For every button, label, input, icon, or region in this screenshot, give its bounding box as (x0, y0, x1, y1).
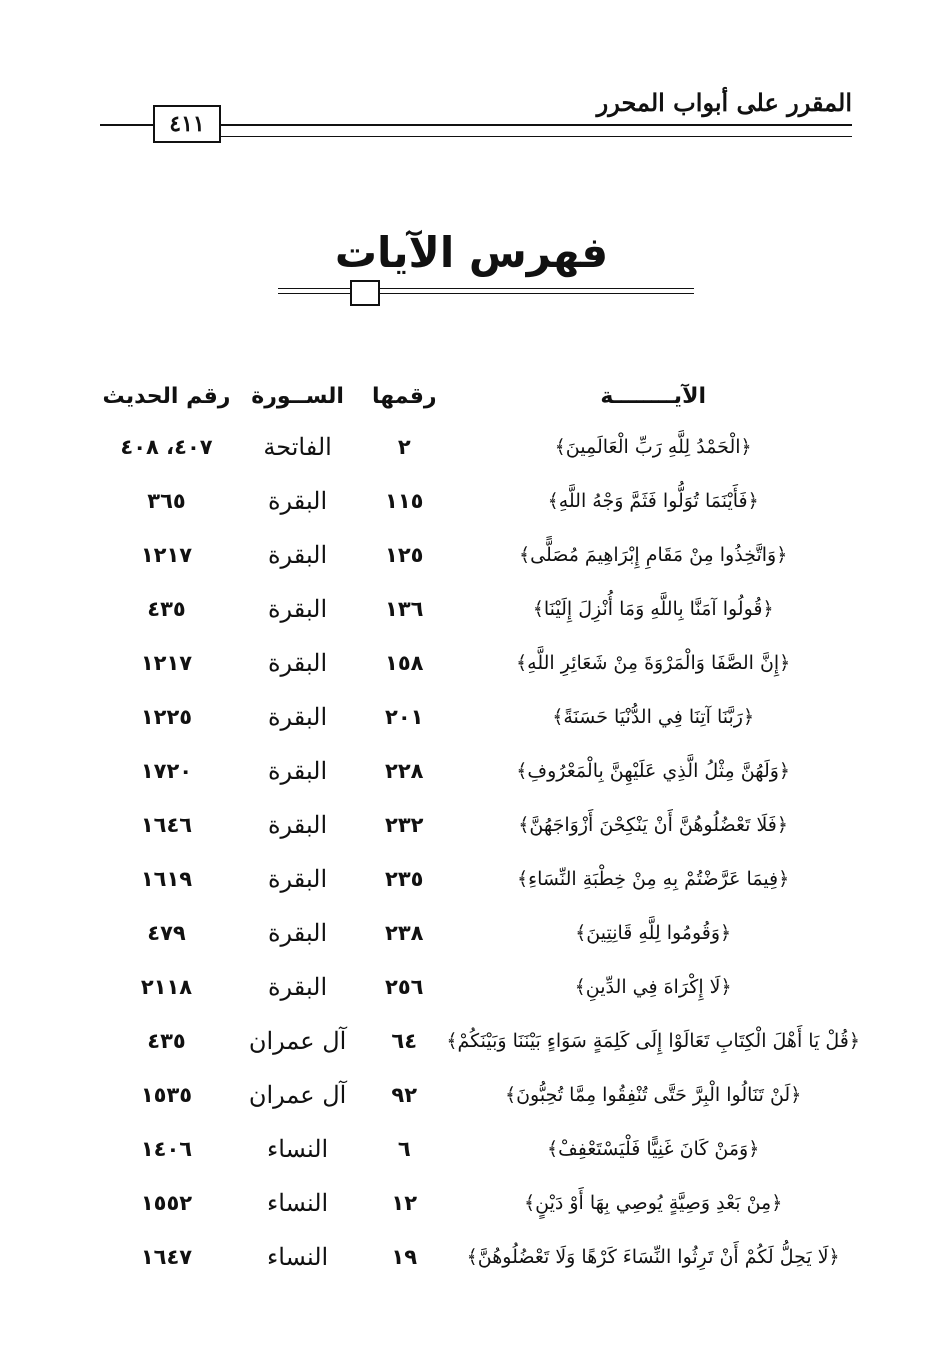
column-header-ayah: الآيــــــــة (600, 383, 706, 409)
table-row (100, 1014, 860, 1068)
surah-cell: البقرة (267, 649, 328, 677)
hadith-number-cell: ٤٣٥ (147, 1029, 186, 1053)
table-row (100, 1230, 860, 1284)
table-row (100, 420, 860, 474)
table-row (100, 636, 860, 690)
verse-number-cell: ٦ (397, 1137, 411, 1161)
table-row (100, 744, 860, 798)
verse-number-cell: ١٣٦ (385, 597, 424, 621)
hadith-number-cell: ١٧٢٠ (140, 759, 193, 783)
verse-number-cell: ١١٥ (385, 489, 424, 513)
surah-cell: البقرة (267, 757, 328, 785)
page-number: ٤١١ (153, 105, 221, 143)
verse-number-cell: ٩٢ (391, 1083, 418, 1107)
hadith-number-cell: ٢١١٨ (140, 975, 193, 999)
table-row (100, 852, 860, 906)
table-row (100, 960, 860, 1014)
verse-number-cell: ٢٥٦ (385, 975, 424, 999)
column-header-surah: الســورة (251, 383, 344, 409)
ayah-cell: ﴿فِيمَا عَرَّضْتُمْ بِهِ مِنْ خِطْبَةِ النِّسَاءِ﴾ (517, 868, 790, 890)
hadith-number-cell: ١٥٥٢ (140, 1191, 193, 1215)
surah-cell: النساء (266, 1243, 329, 1271)
heading-ornament (278, 278, 694, 304)
column-header-hadith: رقم الحديث (102, 383, 231, 409)
page-header (100, 88, 852, 143)
surah-cell: البقرة (267, 703, 328, 731)
verses-index-table (100, 372, 860, 1284)
hadith-number-cell: ٣٦٥ (147, 489, 186, 513)
ayah-cell: ﴿الْحَمْدُ لِلَّهِ رَبِّ الْعَالَمِينَ﴾ (554, 436, 752, 458)
hadith-number-cell: ١٢٢٥ (140, 705, 193, 729)
surah-cell: البقرة (267, 541, 328, 569)
table-row (100, 528, 860, 582)
ayah-cell: ﴿قُلْ يَا أَهْلَ الْكِتَابِ تَعَالَوْا إِلَى كَلِمَةٍ سَوَاءٍ بَيْنَنَا وَبَيْنَكُمْ﴾ (446, 1030, 860, 1052)
index-heading: فهرس الآيات (334, 228, 609, 277)
verse-number-cell: ١٥٨ (385, 651, 424, 675)
ayah-cell: ﴿لَا إِكْرَاهَ فِي الدِّينِ﴾ (574, 976, 732, 998)
verse-number-cell: ١٢ (391, 1191, 418, 1215)
ayah-cell: ﴿وَاتَّخِذُوا مِنْ مَقَامِ إِبْرَاهِيمَ مُصَلًّى﴾ (518, 544, 788, 566)
ayah-cell: ﴿وَقُومُوا لِلَّهِ قَانِتِينَ﴾ (575, 922, 732, 944)
surah-cell: الفاتحة (263, 433, 332, 461)
verse-number-cell: ١٩ (391, 1245, 418, 1269)
hadith-number-cell: ١٤٠٦ (140, 1137, 193, 1161)
table-row (100, 1122, 860, 1176)
verse-number-cell: ٢٠١ (385, 705, 424, 729)
surah-cell: البقرة (267, 811, 328, 839)
header-rule-thin (218, 136, 852, 137)
surah-cell: البقرة (267, 487, 328, 515)
ayah-cell: ﴿وَلَهُنَّ مِثْلُ الَّذِي عَلَيْهِنَّ بِالْمَعْرُوفِ﴾ (516, 760, 791, 782)
hadith-number-cell: ١٢١٧ (140, 651, 193, 675)
ayah-cell: ﴿إِنَّ الصَّفَا وَالْمَرْوَةَ مِنْ شَعَائِرِ اللَّهِ﴾ (516, 652, 791, 674)
hadith-number-cell: ١٦٤٦ (140, 813, 193, 837)
table-row (100, 798, 860, 852)
verse-number-cell: ١٢٥ (385, 543, 424, 567)
verse-number-cell: ٢٢٨ (385, 759, 424, 783)
surah-cell: النساء (266, 1135, 329, 1163)
verse-number-cell: ٢ (397, 435, 411, 459)
book-title: المقرر على أبواب المحرر (596, 88, 852, 117)
verse-number-cell: ٢٣٥ (385, 867, 424, 891)
column-header-number: رقمها (371, 383, 437, 409)
table-row (100, 474, 860, 528)
ayah-cell: ﴿قُولُوا آمَنَّا بِاللَّهِ وَمَا أُنْزِلَ إِلَيْنَا﴾ (532, 598, 774, 620)
surah-cell: البقرة (267, 865, 328, 893)
surah-cell: البقرة (267, 973, 328, 1001)
verse-number-cell: ٢٣٢ (385, 813, 424, 837)
surah-cell: النساء (266, 1189, 329, 1217)
surah-cell: البقرة (267, 595, 328, 623)
table-row (100, 1068, 860, 1122)
hadith-number-cell: ١٦٤٧ (140, 1245, 193, 1269)
table-row (100, 906, 860, 960)
ayah-cell: ﴿فَلَا تَعْضُلُوهُنَّ أَنْ يَنْكِحْنَ أَزْوَاجَهُنَّ﴾ (518, 814, 789, 836)
ayah-cell: ﴿لَنْ تَنَالُوا الْبِرَّ حَتَّى تُنْفِقُوا مِمَّا تُحِبُّونَ﴾ (504, 1084, 802, 1106)
ayah-cell: ﴿مِنْ بَعْدِ وَصِيَّةٍ يُوصِي بِهَا أَوْ دَيْنٍ﴾ (523, 1192, 783, 1214)
hadith-number-cell: ٤٣٥ (147, 597, 186, 621)
ayah-cell: ﴿لَا يَحِلُّ لَكُمْ أَنْ تَرِثُوا النِّسَاءَ كَرْهًا وَلَا تَعْضُلُوهُنَّ﴾ (466, 1246, 840, 1268)
surah-cell: آل عمران (248, 1081, 347, 1109)
ayah-cell: ﴿وَمَنْ كَانَ غَنِيًّا فَلْيَسْتَعْفِفْ﴾ (546, 1138, 760, 1160)
surah-cell: البقرة (267, 919, 328, 947)
table-header-row (100, 372, 860, 420)
table-row (100, 1176, 860, 1230)
ayah-cell: ﴿فَأَيْنَمَا تُوَلُّوا فَثَمَّ وَجْهُ اللَّهِ﴾ (547, 490, 759, 512)
table-row (100, 690, 860, 744)
hadith-number-cell: ١٥٣٥ (140, 1083, 193, 1107)
hadith-number-cell: ٤٧٩ (147, 921, 186, 945)
surah-cell: آل عمران (248, 1027, 347, 1055)
verse-number-cell: ٦٤ (391, 1029, 418, 1053)
hadith-number-cell: ٤٠٧، ٤٠٨ (120, 435, 213, 459)
hadith-number-cell: ١٦١٩ (140, 867, 193, 891)
verse-number-cell: ٢٣٨ (385, 921, 424, 945)
table-row (100, 582, 860, 636)
ayah-cell: ﴿رَبَّنَا آتِنَا فِي الدُّنْيَا حَسَنَةً﴾ (552, 706, 755, 728)
hadith-number-cell: ١٢١٧ (140, 543, 193, 567)
